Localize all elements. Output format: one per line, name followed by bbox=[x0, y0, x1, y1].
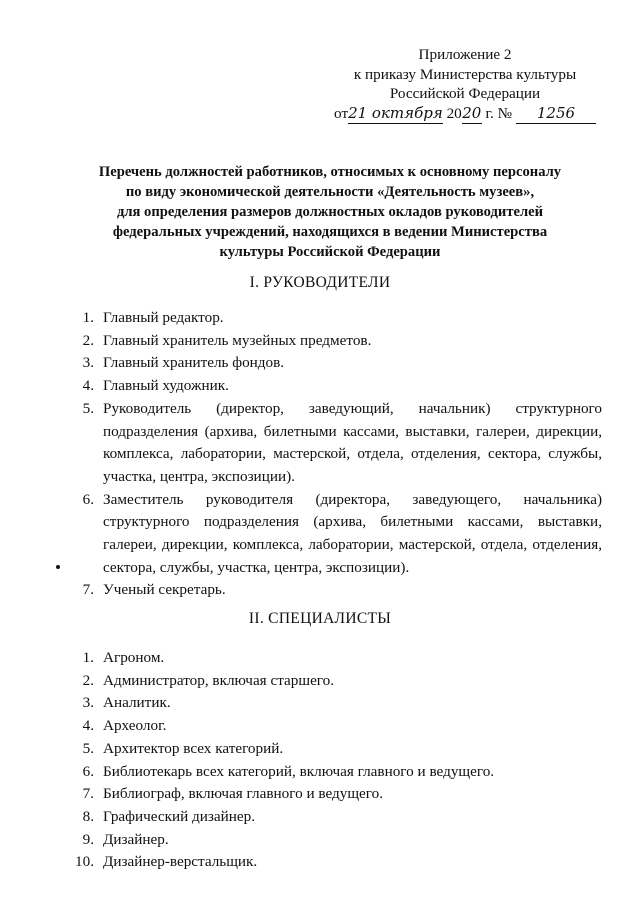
list-item bbox=[66, 761, 602, 784]
item-text: Археолог. bbox=[103, 717, 167, 735]
item-text: Главный хранитель музейных предметов. bbox=[103, 331, 372, 349]
appendix-line-3: Российской Федерации bbox=[389, 85, 541, 102]
list-item bbox=[66, 307, 602, 330]
item-text: Архитектор всех категорий. bbox=[103, 739, 284, 757]
list-item bbox=[66, 489, 602, 580]
list-item bbox=[66, 330, 602, 353]
number-label: г. № bbox=[485, 104, 513, 122]
appendix-line-1: Приложение 2 bbox=[418, 46, 512, 63]
title-line: по виду экономической деятельности «Деятельность музеев», bbox=[125, 184, 535, 200]
list-item bbox=[66, 398, 602, 489]
item-number: 9. bbox=[82, 830, 94, 848]
title-line: федеральных учреждений, находящихся в ведении Министерства bbox=[112, 224, 548, 240]
list-item bbox=[66, 829, 602, 852]
specialists-list bbox=[66, 647, 602, 874]
title-line: Перечень должностей работников, относимых к основному персоналу bbox=[98, 164, 562, 180]
list-item bbox=[66, 352, 602, 375]
item-text: Главный художник. bbox=[103, 377, 229, 395]
list-item bbox=[66, 647, 602, 670]
item-number: 4. bbox=[82, 717, 94, 735]
handwritten-date: 21 октября bbox=[348, 104, 443, 125]
order-date-line bbox=[300, 104, 630, 125]
year-prefix: 20 bbox=[446, 104, 462, 122]
list-item bbox=[66, 738, 602, 761]
item-number: 1. bbox=[82, 649, 94, 666]
leaders-list bbox=[66, 307, 602, 602]
item-number: 5. bbox=[82, 399, 94, 417]
appendix-block bbox=[300, 45, 630, 124]
item-text: Ученый секретарь. bbox=[103, 581, 226, 599]
item-number: 8. bbox=[82, 807, 94, 825]
list-item bbox=[66, 783, 602, 806]
date-prefix: от bbox=[334, 104, 349, 122]
handwritten-year: 20 bbox=[462, 104, 482, 125]
list-item bbox=[66, 851, 602, 874]
item-number: 2. bbox=[82, 671, 94, 689]
item-number: 6. bbox=[82, 762, 94, 780]
item-text: Администратор, включая старшего. bbox=[103, 671, 335, 689]
item-number: 7. bbox=[82, 581, 94, 599]
item-number: 3. bbox=[82, 694, 94, 712]
item-text: Главный редактор. bbox=[103, 309, 224, 326]
item-number: 10. bbox=[75, 853, 94, 871]
item-text: Библиограф, включая главного и ведущего. bbox=[103, 785, 384, 803]
list-item bbox=[66, 670, 602, 693]
title-line: для определения размеров должностных окладов руководителей bbox=[116, 204, 544, 220]
section-heading-leaders: I. РУКОВОДИТЕЛИ bbox=[249, 274, 391, 291]
list-item bbox=[66, 806, 602, 829]
item-text: Руководитель (директор, заведующий, начальник) структурного подразделения (архива, билетными кассами, выставки, галереи, дирекции, комплекса, лаборатории, мастерской, отдела, отделения, сектора, службы, участка, центра, экспозиции). bbox=[103, 399, 602, 485]
item-text: Дизайнер-верстальщик. bbox=[103, 853, 258, 871]
item-number: 3. bbox=[82, 354, 94, 372]
margin-mark bbox=[56, 565, 60, 569]
list-item bbox=[66, 579, 602, 602]
handwritten-order-number: 1256 bbox=[516, 104, 596, 125]
appendix-line-2: к приказу Министерства культуры bbox=[353, 65, 577, 83]
item-number: 2. bbox=[82, 331, 94, 349]
list-item bbox=[66, 375, 602, 398]
item-number: 4. bbox=[82, 377, 94, 395]
item-number: 1. bbox=[82, 309, 94, 326]
list-item bbox=[66, 715, 602, 738]
item-text: Агроном. bbox=[103, 649, 165, 666]
item-number: 5. bbox=[82, 739, 94, 757]
item-text: Главный хранитель фондов. bbox=[103, 354, 285, 372]
section-heading-specialists: II. СПЕЦИАЛИСТЫ bbox=[248, 610, 392, 627]
list-item bbox=[66, 692, 602, 715]
item-number: 6. bbox=[82, 490, 94, 508]
item-text: Графический дизайнер. bbox=[103, 807, 256, 825]
title-line: культуры Российской Федерации bbox=[219, 244, 441, 260]
item-text: Дизайнер. bbox=[103, 830, 169, 848]
item-text: Библиотекарь всех категорий, включая главного и ведущего. bbox=[103, 762, 495, 780]
item-text: Заместитель руководителя (директора, заведующего, начальника) структурного подразделения (архива, билетными кассами, выставки, галереи, дирекции, комплекса, лаборатории, мастерской, отдела, отделения, сектора, службы, участка, центра, экспозиции). bbox=[103, 490, 602, 576]
item-number: 7. bbox=[82, 785, 94, 803]
item-text: Аналитик. bbox=[103, 694, 171, 712]
document-title bbox=[70, 162, 590, 262]
